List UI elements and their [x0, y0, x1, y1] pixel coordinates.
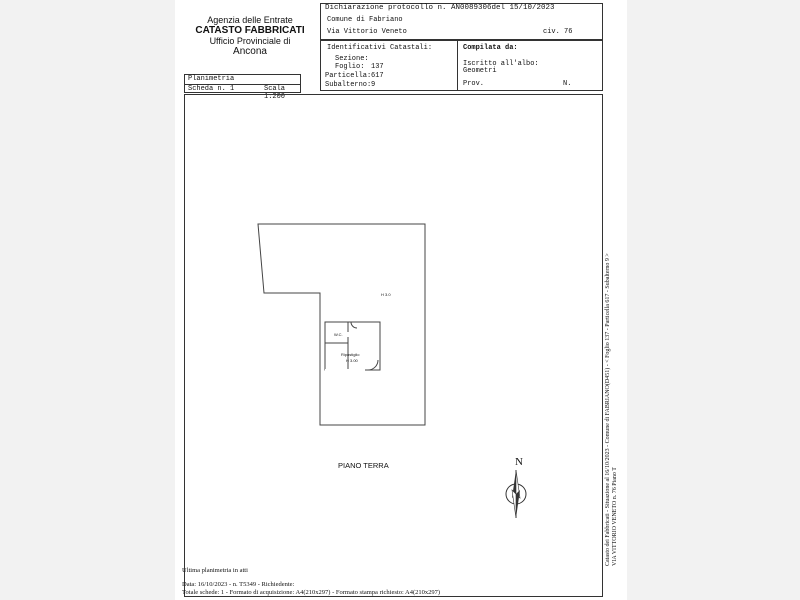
north-arrow-icon: [502, 468, 532, 520]
footer-date: Data: 16/10/2023 - n. T5349 - Richiedente:: [182, 581, 295, 588]
catasto-title: CATASTO FABBRICATI: [195, 25, 305, 36]
foglio-value: 137: [371, 63, 384, 71]
footer-schede: Totale schede: 1 - Formato di acquisizione: A4(210x297) - Formato stampa richiesto: A4(210x297): [182, 589, 441, 596]
floor-label: PIANO TERRA: [338, 461, 389, 470]
footer-last-plan: Ultima planimetria in atti: [182, 567, 248, 574]
floor-plan: [175, 0, 627, 600]
prov-label: Prov.: [463, 80, 485, 88]
declaration-protocol: Dichiarazione protocollo n. AN0089306del 15/10/2023: [325, 4, 555, 12]
room-ripostiglio-height: H 3.00: [346, 358, 358, 363]
cadastral-sheet: [175, 0, 627, 600]
agency-name: Agenzia delle Entrate: [207, 15, 293, 25]
planimetria-title: Planimetria: [188, 75, 235, 83]
room-main-label: H 3.0: [381, 292, 391, 297]
iscritto-label: Iscritto all'albo:: [463, 60, 539, 68]
scheda-number: Scheda n. 1: [188, 85, 235, 93]
subalterno-label: Subalterno:: [325, 81, 372, 89]
room-wc-label: W.C.: [334, 332, 343, 337]
sezione-label: Sezione:: [335, 55, 369, 63]
particella-value: 617: [371, 72, 384, 80]
side-address-text: VIA VITTORIO VENETO n. 76 Piano T: [612, 467, 618, 566]
address-text: Via Vittorio Veneto: [327, 28, 407, 36]
iscritto-value: Geometri: [463, 67, 497, 75]
particella-label: Particella:: [325, 72, 372, 80]
civic-number: civ. 76: [543, 28, 573, 36]
cadastral-heading: Identificativi Catastali:: [327, 44, 433, 52]
floor-plan-outline: [258, 224, 425, 425]
side-situation-text: Catasto dei Fabbricati - Situazione al 16/10/2023 - Comune di FABRIANO(D451) - < Foglio 137 - Particella 617 - Subalterno 9 >: [605, 253, 611, 566]
room-ripostiglio-label: Ripostiglio: [341, 352, 360, 357]
north-label: N: [515, 456, 523, 468]
subalterno-value: 9: [371, 81, 376, 89]
scale-text: Scala 1:200: [264, 85, 286, 101]
foglio-label: Foglio:: [335, 63, 365, 71]
province-name: Ancona: [233, 46, 267, 57]
n-label: N.: [563, 80, 572, 88]
ufficio-label: Ufficio Provinciale di: [209, 36, 291, 46]
compilata-label: Compilata da:: [463, 44, 518, 52]
comune-text: Comune di Fabriano: [327, 16, 403, 24]
